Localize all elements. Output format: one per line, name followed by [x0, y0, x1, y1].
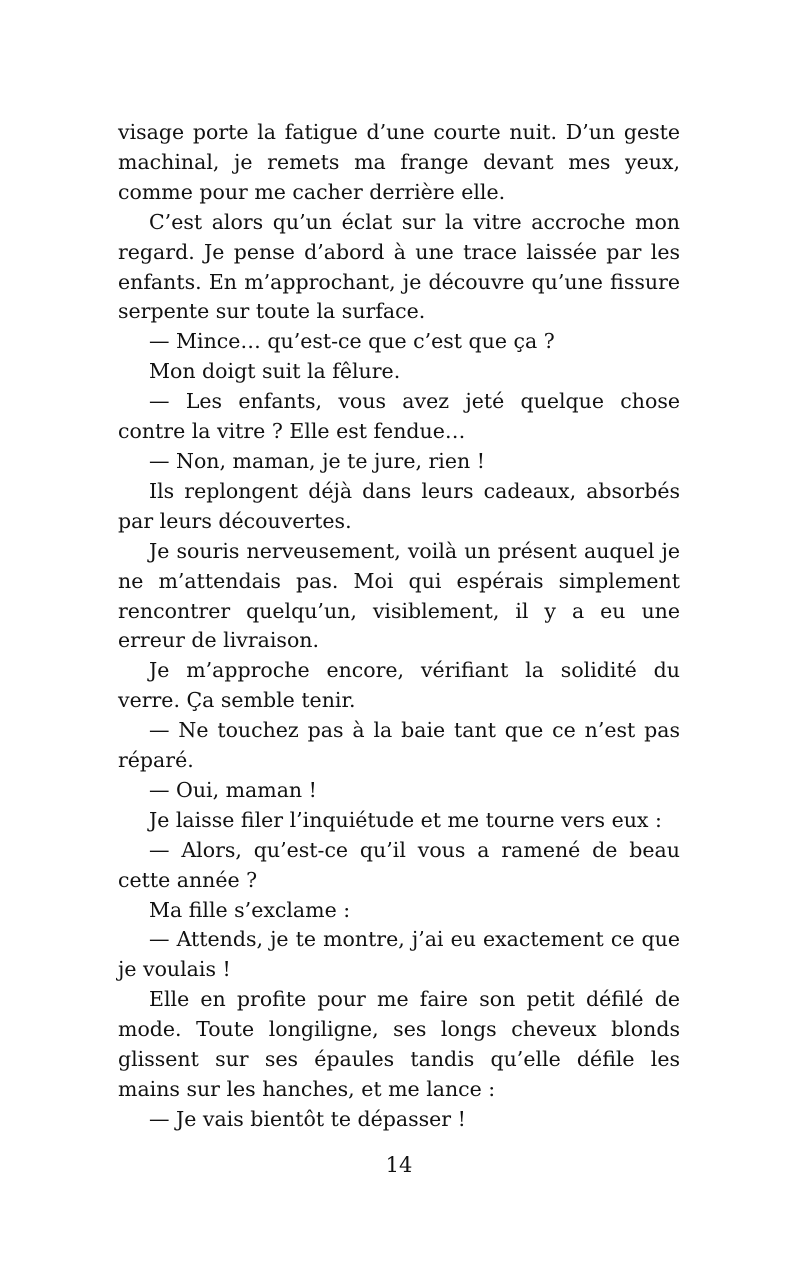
- dialogue-line: — Les enfants, vous avez jeté quelque chose contre la vitre ? Elle est fendue…: [118, 389, 680, 444]
- paragraph: Mon doigt suit la fêlure.: [149, 359, 401, 384]
- dialogue-line: — Alors, qu’est-ce qu’il vous a ramené de beau cette année ?: [118, 837, 680, 892]
- dialogue-line: — Oui, maman !: [149, 777, 317, 802]
- paragraph: Elle en profite pour me faire son petit défilé de mode. Toute longiligne, ses longs cheveux blonds glissent sur ses épaules tandis qu’elle défile les mains sur les hanches, et me lance :: [118, 987, 680, 1101]
- paragraph: visage porte la fatigue d’une courte nuit. D’un geste machinal, je remets ma frange devant mes yeux, comme pour me cacher derrière elle.: [118, 120, 680, 204]
- paragraph: Ils replongent déjà dans leurs cadeaux, absorbés par leurs découvertes.: [118, 478, 680, 533]
- paragraph: Ma fille s’exclame :: [149, 897, 351, 922]
- body-text: [118, 118, 680, 1135]
- paragraph: Je laisse filer l’inquiétude et me tourne vers eux :: [149, 807, 662, 832]
- dialogue-line: — Mince… qu’est-ce que c’est que ça ?: [149, 329, 555, 354]
- paragraph: C’est alors qu’un éclat sur la vitre accroche mon regard. Je pense d’abord à une trace laissée par les enfants. En m’approchant, je découvre qu’une fissure serpente sur toute la surface.: [118, 209, 680, 324]
- dialogue-line: — Attends, je te montre, j’ai eu exactement ce que je voulais !: [118, 927, 680, 982]
- paragraph: Je m’approche encore, vérifiant la solidité du verre. Ça semble tenir.: [118, 658, 680, 713]
- page-number: 14: [385, 1153, 413, 1177]
- dialogue-line: — Je vais bientôt te dépasser !: [149, 1106, 466, 1131]
- paragraph: Je souris nerveusement, voilà un présent auquel je ne m’attendais pas. Moi qui espérais simplement rencontrer quelqu’un, visiblement, il y a eu une erreur de livraison.: [118, 538, 680, 653]
- dialogue-line: — Ne touchez pas à la baie tant que ce n’est pas réparé.: [118, 718, 680, 773]
- dialogue-line: — Non, maman, je te jure, rien !: [149, 448, 485, 473]
